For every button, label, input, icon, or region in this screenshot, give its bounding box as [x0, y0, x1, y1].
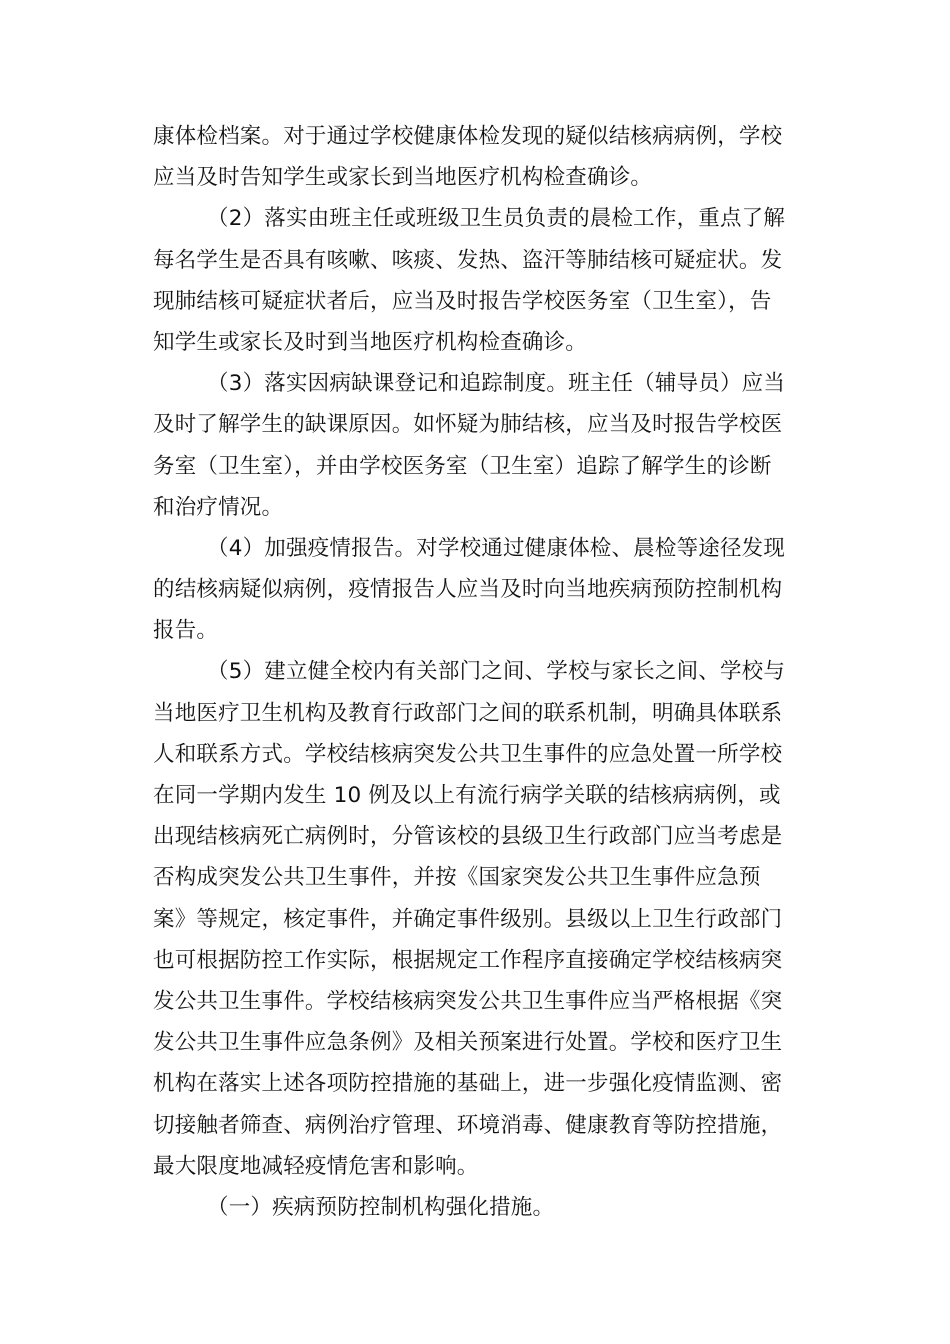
text-line: 否构成突发公共卫生事件，并按《国家突发公共卫生事件应急预 — [153, 865, 761, 891]
text-line: 也可根据防控工作实际，根据规定工作程序直接确定学校结核病突 — [153, 947, 783, 973]
text-line: （4）加强疫情报告。对学校通过健康体检、晨检等途径发现 — [207, 535, 786, 561]
text-line: 和治疗情况。 — [153, 494, 284, 520]
text-line: 人和联系方式。学校结核病突发公共卫生事件的应急处置一所学校 — [153, 741, 783, 767]
text-line: 在同一学期内发生 10 例及以上有流行病学关联的结核病病例，或 — [153, 783, 781, 808]
text-line: 现肺结核可疑症状者后，应当及时报告学校医务室（卫生室），告 — [153, 288, 772, 314]
text-line: 最大限度地减轻疫情危害和影响。 — [153, 1153, 479, 1179]
text-line: 的结核病疑似病例，疫情报告人应当及时向当地疾病预防控制机构 — [153, 577, 783, 603]
text-line: 发公共卫生事件应急条例》及相关预案进行处置。学校和医疗卫生 — [153, 1030, 783, 1056]
text-line: 康体检档案。对于通过学校健康体检发现的疑似结核病病例，学校 — [153, 124, 783, 149]
text-line: 切接触者筛查、病例治疗管理、环境消毒、健康教育等防控措施， — [153, 1112, 783, 1138]
text-line: （3）落实因病缺课登记和追踪制度。班主任（辅导员）应当 — [207, 371, 786, 397]
section-heading: （一）疾病预防控制机构强化措施。 — [207, 1194, 555, 1220]
text-line: 应当及时告知学生或家长到当地医疗机构检查确诊。 — [153, 165, 653, 191]
text-line: 机构在落实上述各项防控措施的基础上，进一步强化疫情监测、密 — [153, 1071, 783, 1097]
text-line: （5）建立健全校内有关部门之间、学校与家长之间、学校与 — [207, 659, 786, 685]
text-line: 案》等规定，核定事件，并确定事件级别。县级以上卫生行政部门 — [153, 906, 783, 932]
document-page — [153, 116, 813, 1228]
text-line: （2）落实由班主任或班级卫生员负责的晨检工作，重点了解 — [207, 206, 786, 232]
text-line: 出现结核病死亡病例时，分管该校的县级卫生行政部门应当考虑是 — [153, 824, 783, 850]
text-line: 每名学生是否具有咳嗽、咳痰、发热、盗汗等肺结核可疑症状。发 — [153, 247, 783, 273]
text-line: 发公共卫生事件。学校结核病突发公共卫生事件应当严格根据《突 — [153, 988, 783, 1014]
text-line: 报告。 — [153, 618, 219, 644]
text-line: 当地医疗卫生机构及教育行政部门之间的联系机制，明确具体联系 — [153, 700, 783, 726]
text-line: 知学生或家长及时到当地医疗机构检查确诊。 — [153, 329, 588, 355]
text-line: 务室（卫生室），并由学校医务室（卫生室）追踪了解学生的诊断 — [153, 453, 772, 479]
text-line: 及时了解学生的缺课原因。如怀疑为肺结核，应当及时报告学校医 — [153, 412, 783, 438]
